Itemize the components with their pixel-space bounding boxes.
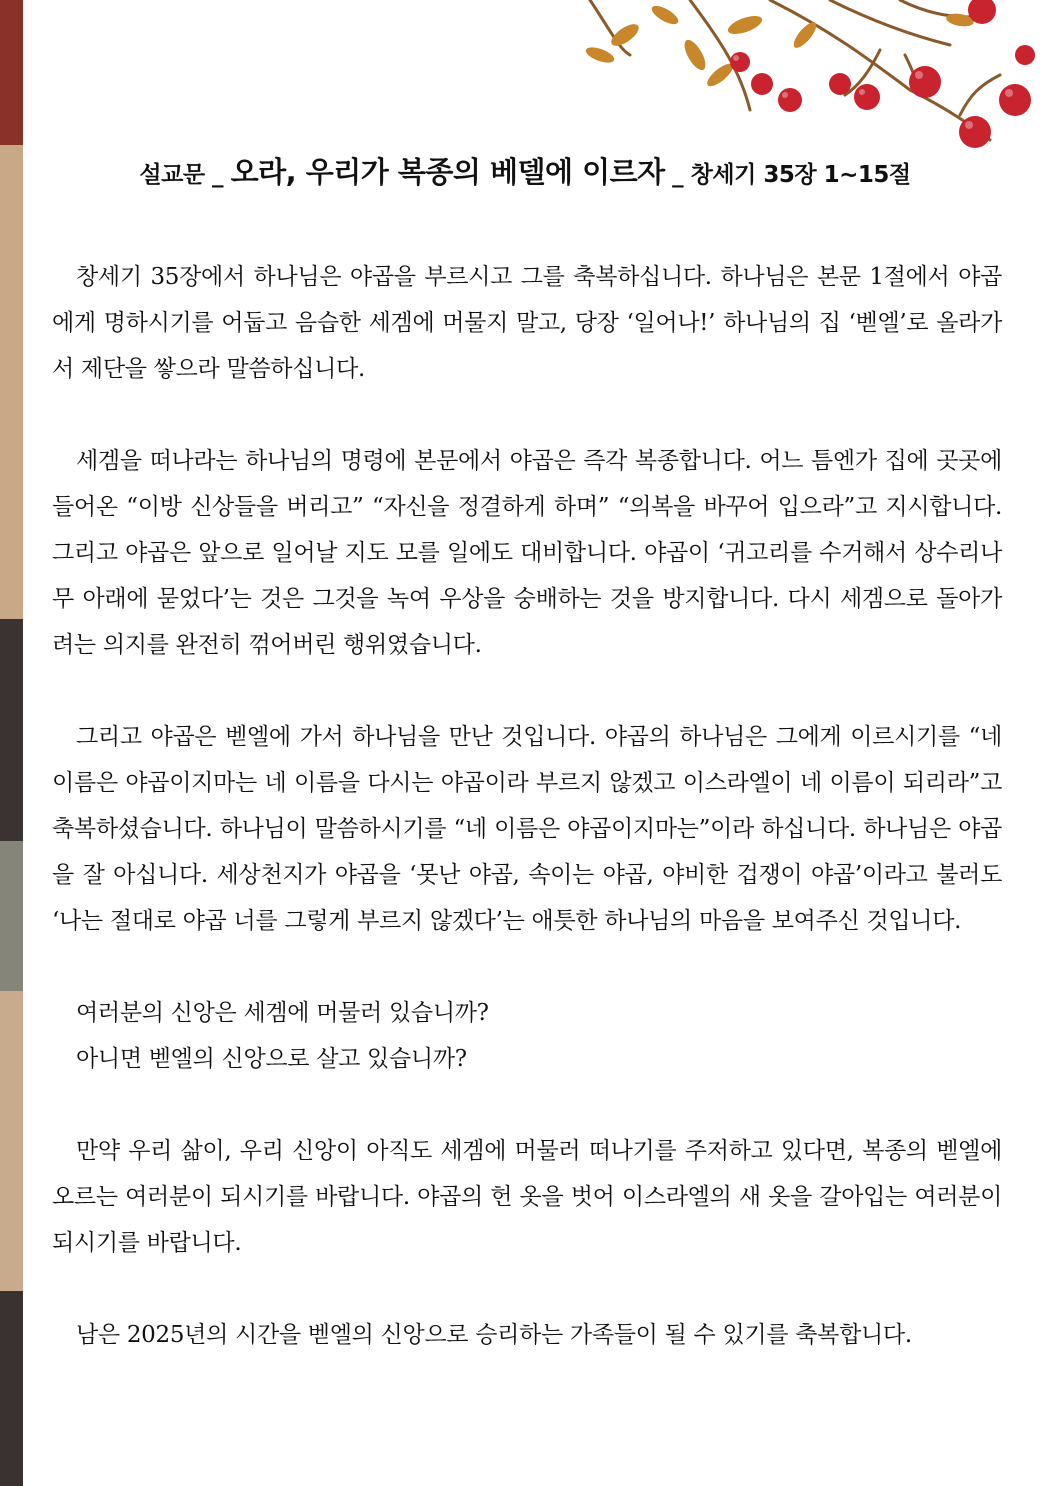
page-title — [0, 150, 1050, 191]
title-prefix: 설교문 _ — [139, 162, 231, 188]
closing-paragraph-1: 만약 우리 삶이, 우리 신앙이 아직도 세겜에 머물러 떠나기를 주저하고 있다면, 복종의 벧엘에 오르는 여러분이 되시기를 바랍니다. 야곱의 헌 옷을 벗어 이스라엘의 새 옷을 갈아입는 여러분이 되시기를 바랍니다. — [52, 1138, 1002, 1256]
title-suffix: _ 창세기 35장 1~15절 — [664, 162, 911, 188]
question-block — [52, 990, 1002, 1082]
strip-segment-gray — [0, 841, 23, 991]
strip-segment-dark-bottom — [0, 1291, 23, 1486]
sermon-body — [52, 254, 1002, 1404]
left-color-strip — [0, 0, 23, 1486]
paragraph-3: 그리고 야곱은 벧엘에 가서 하나님을 만난 것입니다. 야곱의 하나님은 그에게 이르시기를 “네 이름은 야곱이지마는 네 이름을 다시는 야곱이라 부르지 않겠고 이스라엘이 네 이름이 되리라”고 축복하셨습니다. 하나님이 말씀하시기를 “네 이름은 야곱이지마는”이라 하십니다. 하나님은 야곱을 잘 아십니다. 세상천지가 야곱을 ‘못난 야곱, 속이는 야곱, 야비한 겁쟁이 야곱’이라고 불러도 ‘나는 절대로 야곱 너를 그렇게 부르지 않겠다’는 애틋한 하나님의 마음을 보여주신 것입니다. — [52, 724, 1002, 934]
question-2: 아니면 벧엘의 신앙으로 살고 있습니까? — [76, 1046, 467, 1072]
strip-segment-dark — [0, 619, 23, 841]
berry-branch-icon — [570, 0, 1040, 165]
strip-segment-red — [0, 0, 23, 145]
paragraph-2: 세겜을 떠나라는 하나님의 명령에 본문에서 야곱은 즉각 복종합니다. 어느 틈엔가 집에 곳곳에 들어온 “이방 신상들을 버리고” “자신을 정결하게 하며” “의복을 바꾸어 입으라”고 지시합니다. 그리고 야곱은 앞으로 일어날 지도 모를 일에도 대비합니다. 야곱이 ‘귀고리를 수거해서 상수리나무 아래에 묻었다’는 것은 그것을 녹여 우상을 숭배하는 것을 방지합니다. 다시 세겜으로 돌아가려는 의지를 완전히 꺾어버린 행위였습니다. — [52, 448, 1002, 658]
strip-segment-tan — [0, 145, 23, 619]
closing-paragraph-2: 남은 2025년의 시간을 벧엘의 신앙으로 승리하는 가족들이 될 수 있기를 축복합니다. — [76, 1322, 912, 1348]
question-1: 여러분의 신앙은 세겜에 머물러 있습니까? — [76, 1000, 489, 1026]
paragraph-1: 창세기 35장에서 하나님은 야곱을 부르시고 그를 축복하십니다. 하나님은 본문 1절에서 야곱에게 명하시기를 어둡고 음습한 세겜에 머물지 말고, 당장 ‘일어나!’ 하나님의 집 ‘벧엘’로 올라가서 제단을 쌓으라 말씀하십니다. — [52, 264, 1002, 382]
title-main: 오라, 우리가 복종의 베델에 이르자 — [230, 155, 665, 189]
strip-segment-tan-lower — [0, 991, 23, 1291]
